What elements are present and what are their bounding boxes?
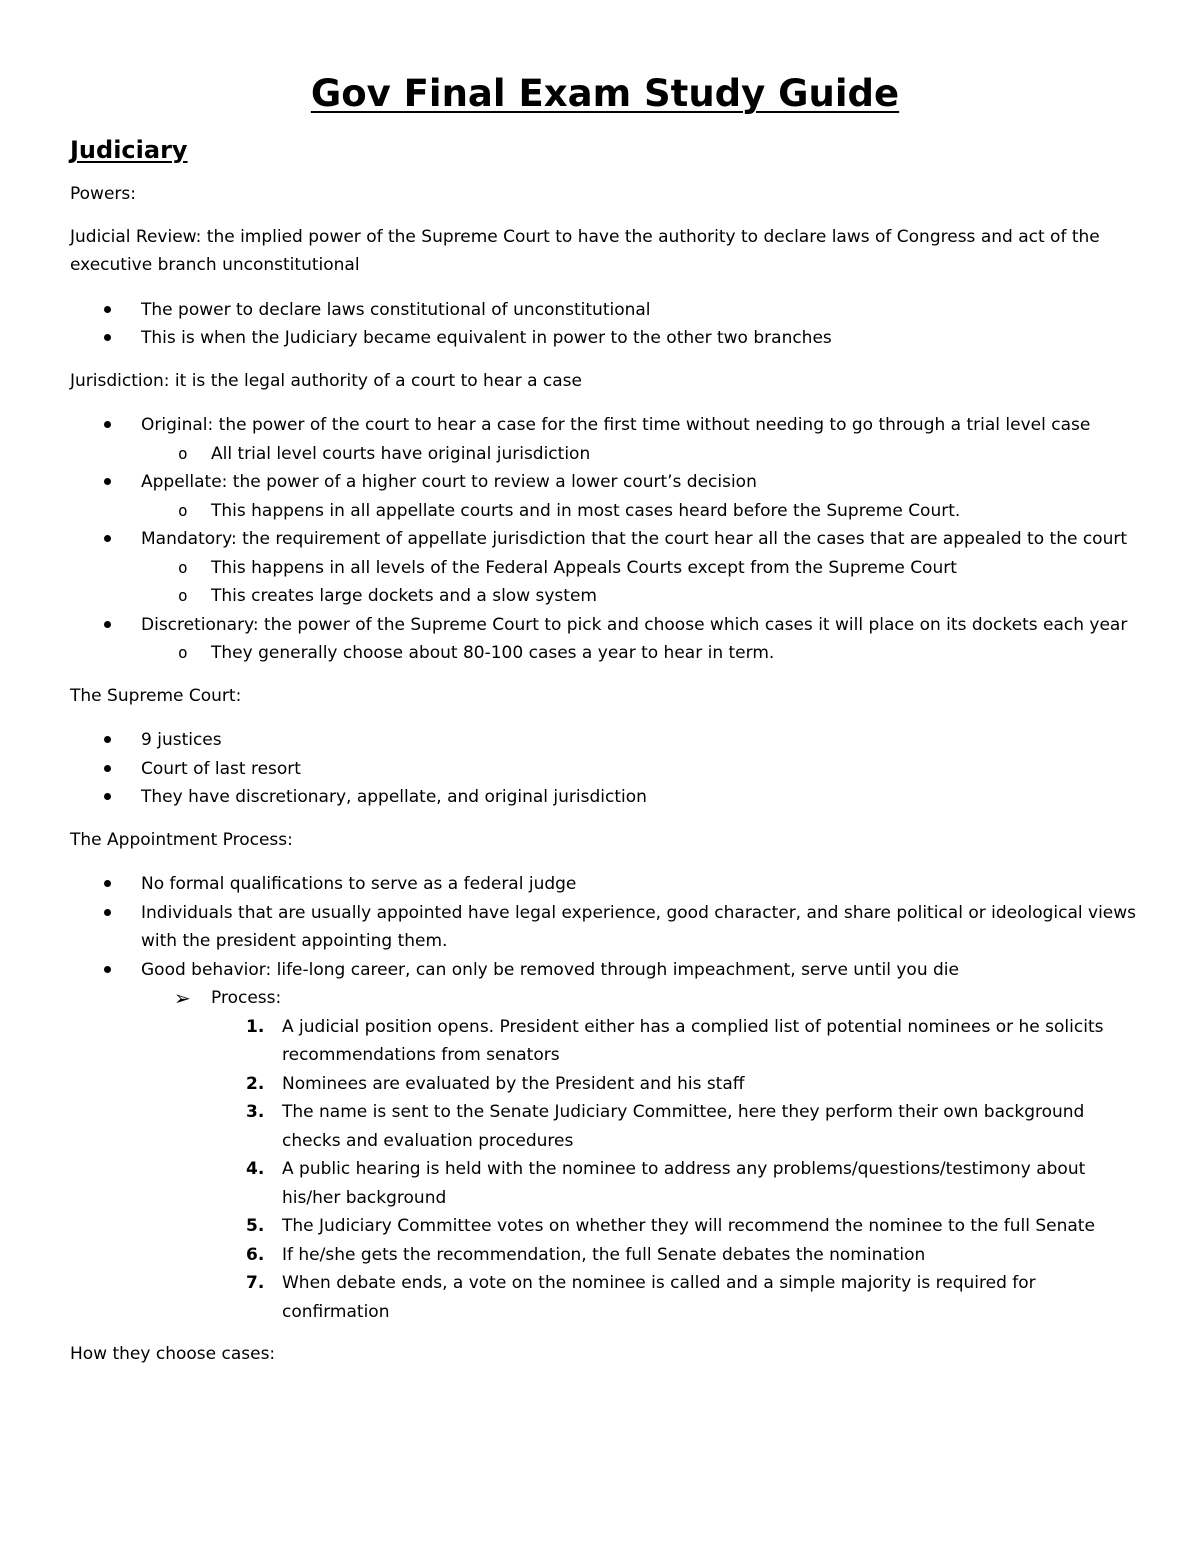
circle-bullet-icon: o — [178, 586, 188, 605]
sub-list-item: o They generally choose about 80-100 cases a year to hear in term. — [70, 639, 1140, 668]
appointment-list — [70, 870, 1140, 1326]
powers-label: Powers: — [70, 184, 136, 204]
list-item: The power to declare laws constitutional of unconstitutional — [141, 299, 651, 320]
sub-list-item: o This happens in all levels of the Federal Appeals Courts except from the Supreme Court — [70, 554, 1140, 583]
list-item: Good behavior: life-long career, can only be removed through impeachment, serve until you die — [141, 959, 959, 980]
judicial-review-list — [70, 296, 1140, 353]
step-number: 2. — [246, 1073, 265, 1094]
supreme-court-list — [70, 726, 1140, 812]
jurisdiction-types-list — [70, 411, 1140, 668]
circle-bullet-icon: o — [178, 557, 188, 577]
step-number: 5. — [246, 1216, 265, 1236]
sub-list-item: o This happens in all appellate courts and in most cases heard before the Supreme Court. — [70, 497, 1140, 526]
appointment-process-label: The Appointment Process: — [70, 829, 293, 850]
document-page — [70, 70, 1140, 1369]
process-step: 3. The name is sent to the Senate Judiciary Committee, here they perform their own background checks and evaluation procedures — [70, 1098, 1140, 1155]
section-heading-judiciary: Judiciary — [70, 136, 188, 164]
circle-bullet-icon: o — [178, 443, 188, 463]
list-item: Individuals that are usually appointed have legal experience, good character, and share political or ideological views with the president appointing them. — [141, 902, 1137, 951]
document-title: Gov Final Exam Study Guide — [310, 72, 900, 115]
list-item-appellate: Appellate: the power of a higher court to review a lower court’s decision — [141, 472, 757, 492]
process-step: 1. A judicial position opens. President either has a complied list of potential nominees or he solicits recommendations from senators — [70, 1013, 1140, 1070]
sub-list-item: o This creates large dockets and a slow system — [70, 582, 1140, 611]
process-step: 7. When debate ends, a vote on the nominee is called and a simple majority is required for confirmation — [70, 1269, 1140, 1326]
list-item: Court of last resort — [141, 758, 301, 779]
process-heading: ➢ Process: — [70, 984, 1140, 1013]
sub-list-item: o All trial level courts have original jurisdiction — [70, 440, 1140, 469]
process-step: 4. A public hearing is held with the nominee to address any problems/questions/testimony about his/her background — [70, 1155, 1140, 1212]
list-item: 9 justices — [141, 730, 222, 750]
step-number: 3. — [246, 1102, 265, 1122]
list-item: No formal qualifications to serve as a federal judge — [141, 874, 577, 894]
step-number: 1. — [246, 1016, 265, 1037]
jurisdiction-definition: Jurisdiction: it is the legal authority of a court to hear a case — [70, 370, 582, 391]
arrow-bullet-icon: ➢ — [174, 986, 191, 1010]
step-number: 4. — [246, 1159, 265, 1179]
list-item: They have discretionary, appellate, and original jurisdiction — [141, 787, 647, 807]
process-step: 6. If he/she gets the recommendation, the full Senate debates the nomination — [70, 1241, 1140, 1270]
supreme-court-label: The Supreme Court: — [70, 685, 242, 706]
process-steps-list — [70, 1013, 1140, 1327]
step-number: 6. — [246, 1244, 265, 1265]
list-item-mandatory: Mandatory: the requirement of appellate jurisdiction that the court hear all the cases that are appealed to the court — [141, 529, 1128, 549]
list-item-original: Original: the power of the court to hear a case for the first time without needing to go through a trial level case — [141, 415, 1091, 435]
circle-bullet-icon: o — [178, 643, 188, 662]
step-number: 7. — [246, 1273, 265, 1293]
judicial-review-definition: Judicial Review: the implied power of the Supreme Court to have the authority to declare laws of Congress and act of the executive branch unconstitutional — [70, 226, 1100, 275]
list-item-discretionary: Discretionary: the power of the Supreme Court to pick and choose which cases it will place on its dockets each year — [141, 614, 1128, 635]
choose-cases-label: How they choose cases: — [70, 1344, 276, 1364]
list-item: This is when the Judiciary became equivalent in power to the other two branches — [141, 328, 832, 348]
process-step: 5. The Judiciary Committee votes on whether they will recommend the nominee to the full Senate — [70, 1212, 1140, 1241]
circle-bullet-icon: o — [178, 500, 188, 520]
process-step: 2. Nominees are evaluated by the President and his staff — [70, 1070, 1140, 1099]
